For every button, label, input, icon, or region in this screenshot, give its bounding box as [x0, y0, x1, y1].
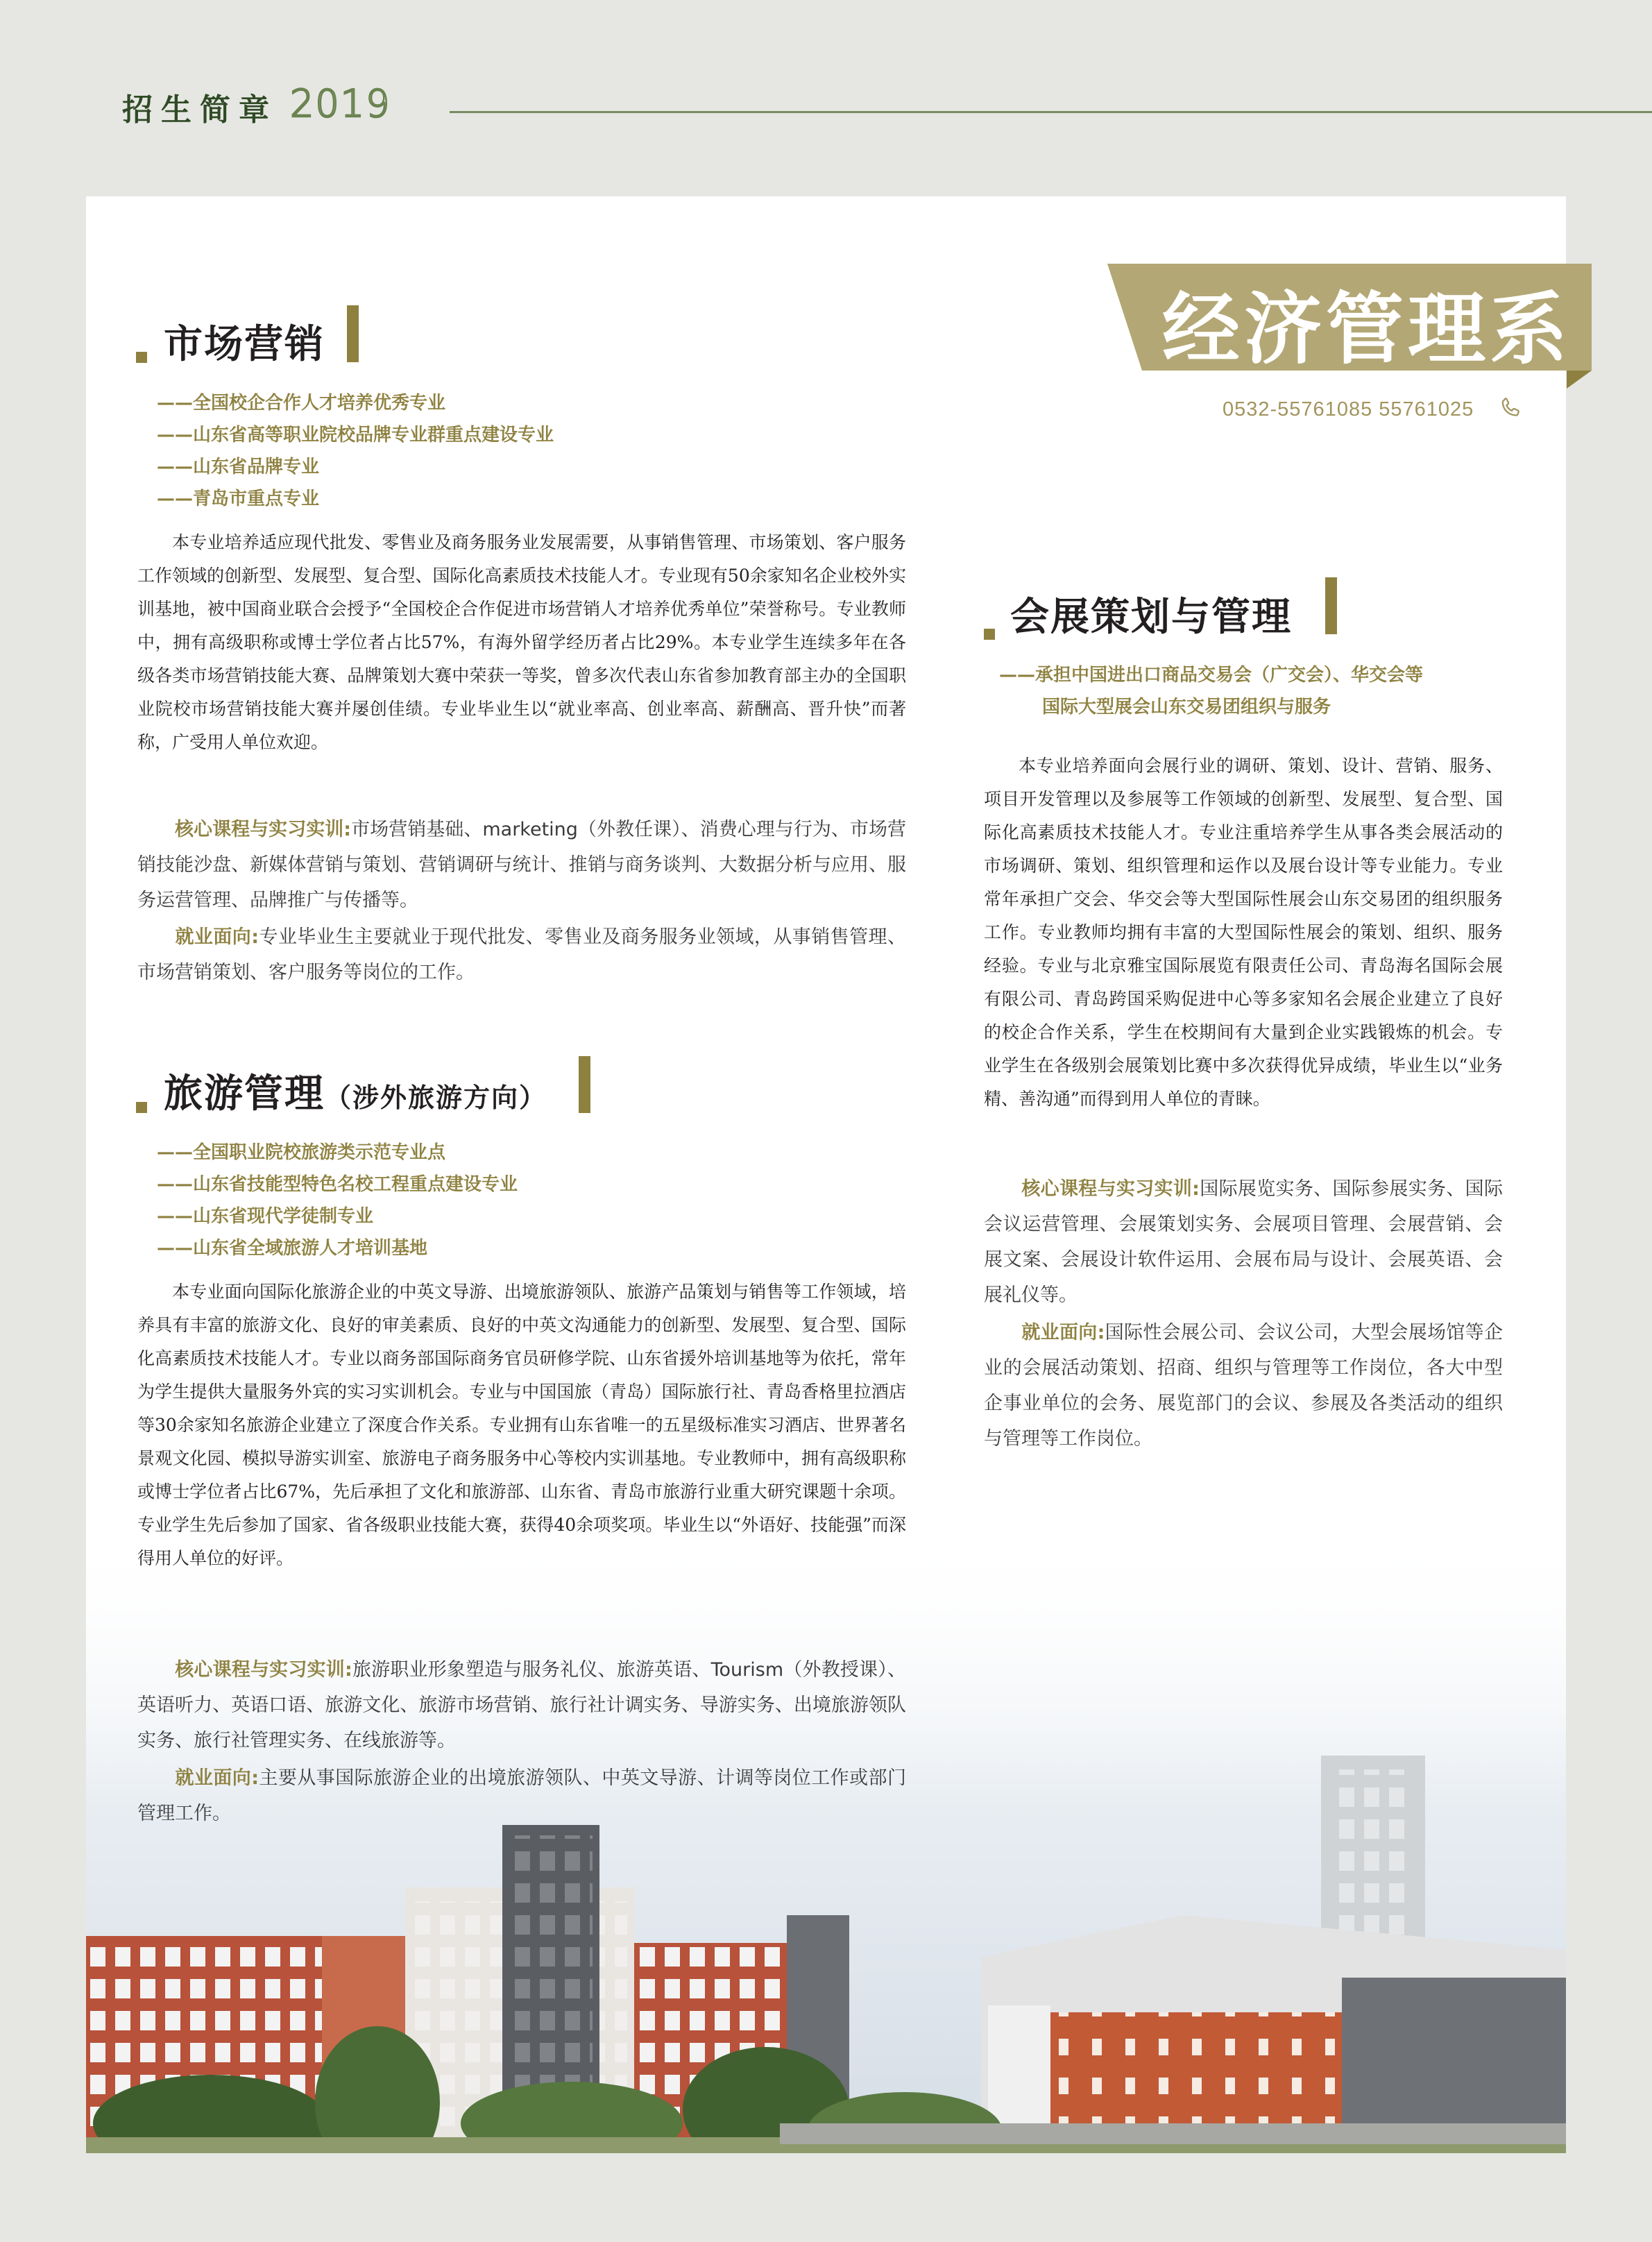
campus-photo: [86, 1527, 1566, 2153]
honor-item: ——山东省技能型特色名校工程重点建设专业: [157, 1174, 518, 1195]
marketing-courses: [137, 812, 906, 918]
exhibition-courses: [984, 1171, 1503, 1313]
courses-text: 国际展览实务、国际参展实务、国际会议运营管理、会展策划实务、会展项目管理、会展营销、会展文案、会展设计软件运用、会展布局与设计、会展英语、会展礼仪等。: [984, 1178, 1503, 1306]
brochure-title: 招生简章: [122, 92, 278, 128]
honor-item: ——全国职业院校旅游类示范专业点: [157, 1142, 446, 1163]
brochure-year: 2019: [290, 82, 391, 126]
jobs-label: 就业面向:: [1021, 1322, 1105, 1343]
honor-item: ——全国校企合作人才培养优秀专业: [157, 393, 446, 414]
honors-list-tourism: [157, 1137, 518, 1264]
section-title-bar: [1325, 577, 1337, 634]
section-title-text: 旅游管理: [164, 1071, 325, 1116]
section-subtitle: （涉外旅游方向）: [325, 1082, 547, 1113]
tourism-courses: [137, 1652, 906, 1758]
tourism-jobs: [137, 1760, 906, 1831]
section-marker: [136, 1102, 147, 1113]
exhibition-jobs: [984, 1315, 1503, 1457]
jobs-text: 主要从事国际旅游企业的出境旅游领队、中英文导游、计调等岗位工作或部门管理工作。: [137, 1767, 906, 1824]
honor-item: ——承担中国进出口商品交易会（广交会）、华交会等: [999, 665, 1424, 686]
jobs-text: 专业毕业生主要就业于现代批发、零售业及商务服务业领域，从事销售管理、市场营销策划、客户服务等岗位的工作。: [137, 926, 906, 983]
section-title-exhibition: 会展策划与管理: [1010, 594, 1292, 640]
honor-item: ——青岛市重点专业: [157, 489, 320, 509]
section-title-bar: [579, 1056, 590, 1113]
section-title-bar: [347, 305, 359, 362]
honor-item: ——山东省现代学徒制专业: [157, 1206, 374, 1227]
header-divider: [450, 111, 1652, 113]
section-marker: [136, 352, 147, 363]
honor-item: ——山东省全域旅游人才培训基地: [157, 1238, 428, 1259]
section-marker: [984, 629, 995, 640]
tourism-intro: 本专业面向国际化旅游企业的中英文导游、出境旅游领队、旅游产品策划与销售等工作领域，培养具有丰富的旅游文化、良好的审美素质、良好的中英文沟通能力的创新型、发展型、复合型、国际化高素质技术技能人才。专业以商务部国际商务官员研修学院、山东省援外培训基地等为依托，常年为学生提供大量服务外宾的实习实训机会。专业与中国国旅（青岛）国际旅行社、青岛香格里拉酒店等30余家知名旅游企业建立了深度合作关系。专业拥有山东省唯一的五星级标准实习酒店、世界著名景观文化园、模拟导游实训室、旅游电子商务服务中心等校内实训基地。专业教师中，拥有高级职称或博士学位者占比67%，先后承担了文化和旅游部、山东省、青岛市旅游行业重大研究课题十余项。专业学生先后参加了国家、省各级职业技能大赛，获得40余项奖项。毕业生以“外语好、技能强”而深得用人单位的好评。: [137, 1282, 906, 1568]
jobs-text: 国际性会展公司、会议公司，大型会展场馆等企业的会展活动策划、招商、组织与管理等工作岗位，各大中型企事业单位的会务、展览部门的会议、参展及各类活动的组织与管理等工作岗位。: [984, 1322, 1503, 1450]
banner-fold: [1567, 371, 1592, 389]
jobs-label: 就业面向:: [175, 1767, 259, 1789]
honors-list-marketing: [157, 387, 554, 515]
honor-item: ——山东省品牌专业: [157, 457, 320, 477]
section-title-tourism: [164, 1063, 547, 1119]
courses-label: 核心课程与实习实训:: [175, 819, 352, 840]
phone-icon: [1499, 396, 1522, 421]
courses-label: 核心课程与实习实训:: [175, 1659, 352, 1681]
courses-text: 市场营销基础、marketing（外教任课）、消费心理与行为、市场营销技能沙盘、新媒体营销与策划、营销调研与统计、推销与商务谈判、大数据分析与应用、服务运营管理、品牌推广与传播等。: [137, 819, 906, 911]
honors-list-exhibition: [999, 659, 1423, 723]
honor-item: 国际大型展会山东交易团组织与服务: [1042, 697, 1331, 717]
courses-label: 核心课程与实习实训:: [1021, 1178, 1200, 1200]
section-title-marketing: 市场营销: [164, 321, 325, 367]
jobs-label: 就业面向:: [175, 926, 259, 948]
marketing-jobs: [137, 919, 906, 990]
department-phone: 0532-55761085 55761025: [1223, 398, 1474, 421]
marketing-intro: 本专业培养适应现代批发、零售业及商务服务业发展需要，从事销售管理、市场策划、客户服务工作领域的创新型、发展型、复合型、国际化高素质技术技能人才。专业现有50余家知名企业校外实训基地，被中国商业联合会授予“全国校企合作促进市场营销人才培养优秀单位”荣誉称号。专业教师中，拥有高级职称或博士学位者占比57%，有海外留学经历者占比29%。本专业学生连续多年在各级各类市场营销技能大赛、品牌策划大赛中荣获一等奖，曾多次代表山东省参加教育部主办的全国职业院校市场营销技能大赛并屡创佳绩。专业毕业生以“就业率高、创业率高、薪酬高、晋升快”而著称，广受用人单位欢迎。: [137, 532, 906, 752]
department-name: 经济管理系: [1162, 284, 1572, 375]
exhibition-intro: 本专业培养面向会展行业的调研、策划、设计、营销、服务、项目开发管理以及参展等工作领域的创新型、发展型、复合型、国际化高素质技术技能人才。专业注重培养学生从事各类会展活动的市场调研、策划、组织管理和运作以及展台设计等专业能力。专业常年承担广交会、华交会等大型国际性展会山东交易团的组织服务工作。专业教师均拥有丰富的大型国际性展会的策划、组织、服务经验。专业与北京雅宝国际展览有限责任公司、青岛海名国际会展有限公司、青岛跨国采购促进中心等多家知名会展企业建立了良好的校企合作关系，学生在校期间有大量到企业实践锻炼的机会。专业学生在各级别会展策划比赛中多次获得优异成绩，毕业生以“业务精、善沟通”而得到用人单位的青睐。: [984, 756, 1503, 1109]
courses-text: 旅游职业形象塑造与服务礼仪、旅游英语、Tourism（外教授课）、英语听力、英语口语、旅游文化、旅游市场营销、旅行社计调实务、导游实务、出境旅游领队实务、旅行社管理实务、在线旅游等。: [137, 1659, 906, 1751]
honor-item: ——山东省高等职业院校品牌专业群重点建设专业: [157, 425, 554, 445]
